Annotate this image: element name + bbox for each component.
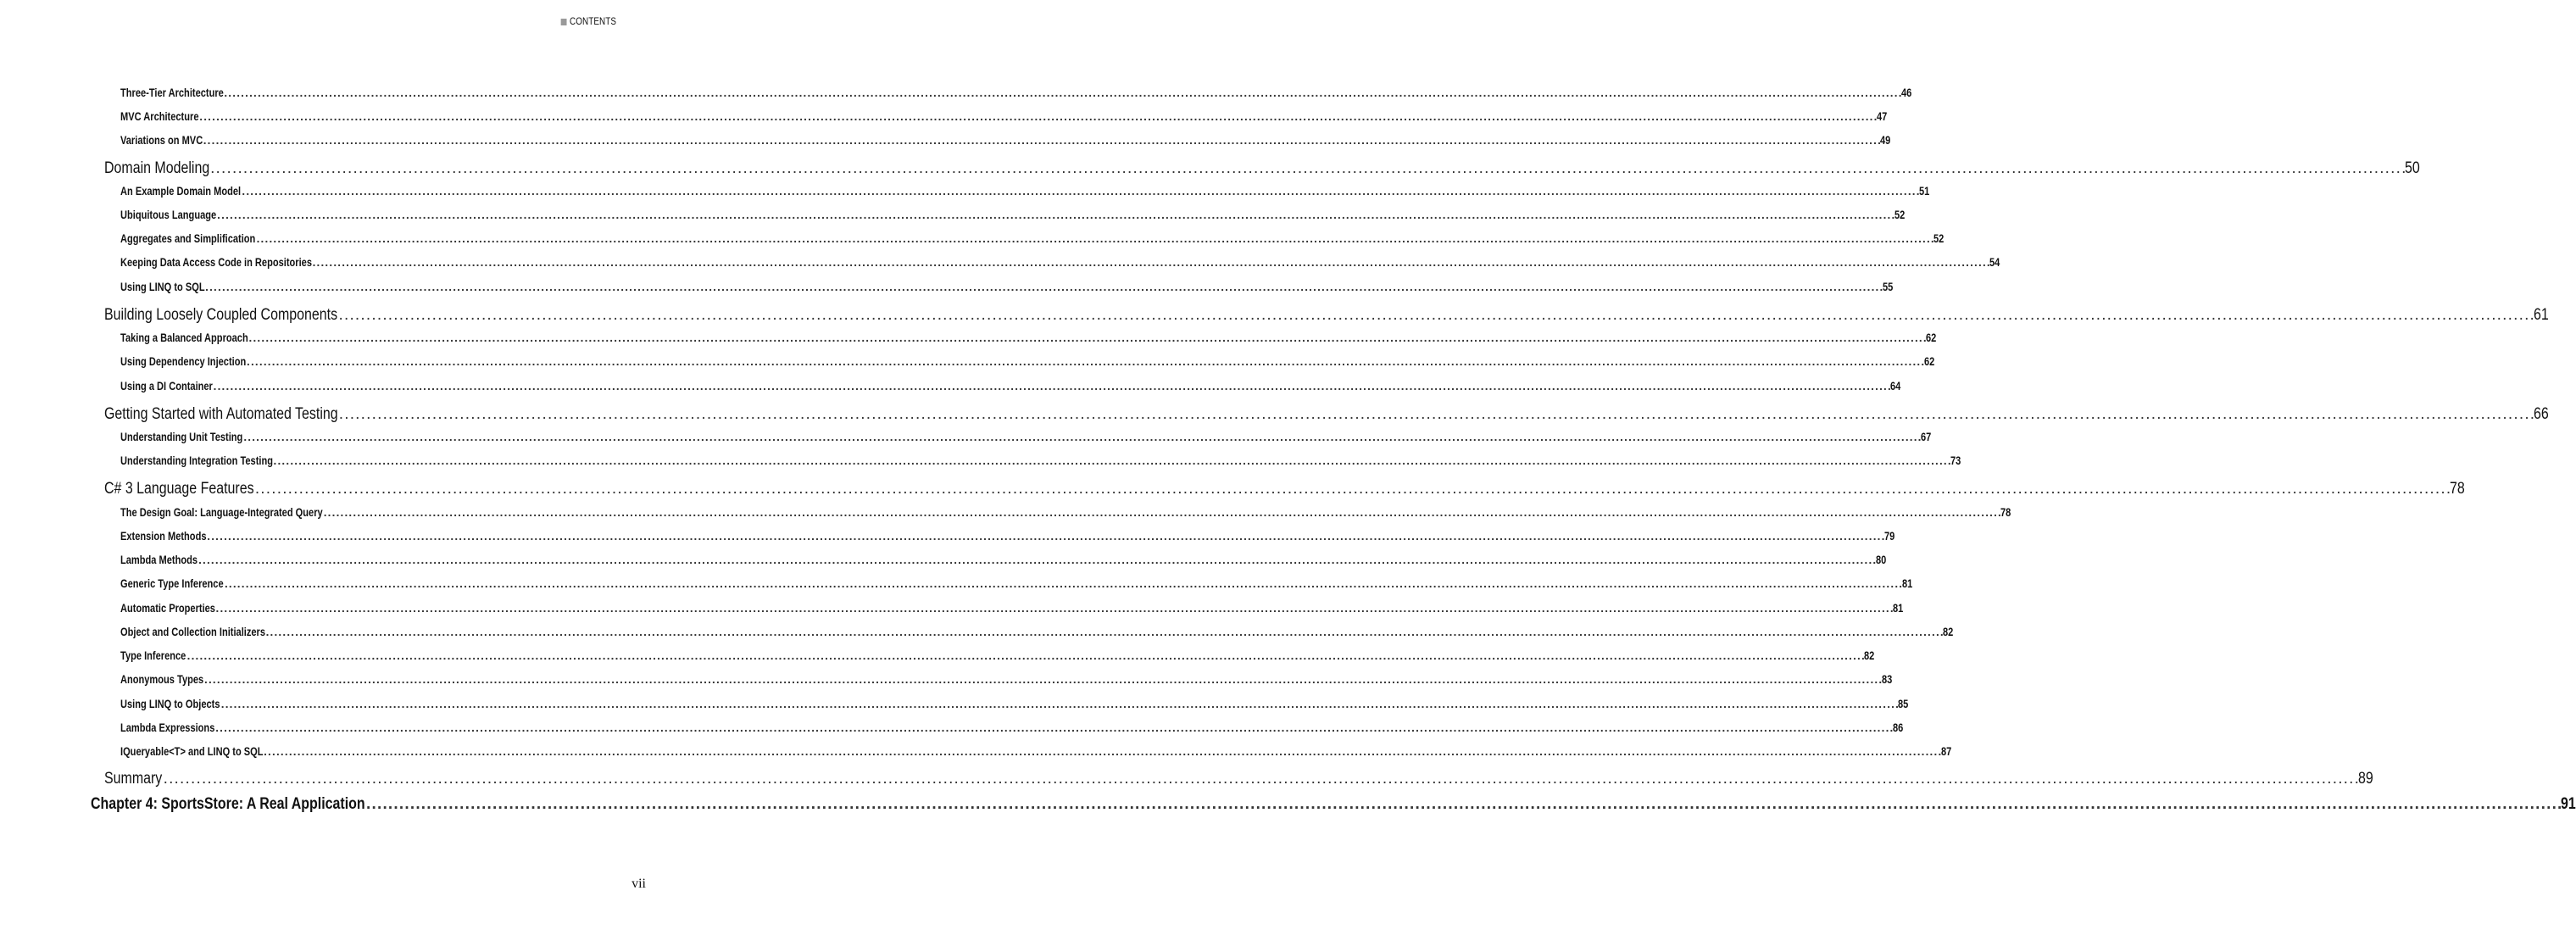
dot-leader: ................................................................................................................................................................................................................................................................................................................................................................................................................ bbox=[338, 405, 2536, 423]
dot-leader: ................................................................................................................................................................................................................................................................................................................................................................................................................ bbox=[215, 602, 1894, 615]
dot-leader: ................................................................................................................................................................................................................................................................................................................................................................................................................ bbox=[210, 159, 2407, 177]
toc-entry[interactable] bbox=[120, 602, 1904, 615]
toc-entry[interactable] bbox=[120, 86, 1912, 99]
toc-entry-title: MVC Architecture bbox=[120, 110, 199, 123]
toc-entry-title: IQueryable<T> and LINQ to SQL bbox=[120, 745, 264, 758]
toc-entry-page: 79 bbox=[1883, 530, 1895, 543]
toc-entry-page: 61 bbox=[2533, 306, 2549, 324]
dot-leader: ................................................................................................................................................................................................................................................................................................................................................................................................................ bbox=[186, 649, 1866, 662]
toc-entry-page: 83 bbox=[1881, 673, 1892, 686]
toc-entry-title: Building Loosely Coupled Components bbox=[104, 306, 338, 324]
toc-entry-title: Ubiquitous Language bbox=[120, 209, 217, 221]
toc-entry[interactable] bbox=[120, 577, 1912, 590]
toc-entry-title: Generic Type Inference bbox=[120, 577, 224, 590]
toc-entry-title: Using Dependency Injection bbox=[120, 355, 247, 368]
toc-entry-title: Anonymous Types bbox=[120, 673, 204, 686]
toc-entry-title: Using LINQ to SQL bbox=[120, 281, 205, 293]
toc-entry[interactable] bbox=[120, 454, 1961, 467]
toc-entry-page: 46 bbox=[1900, 86, 1912, 99]
dot-leader: ................................................................................................................................................................................................................................................................................................................................................................................................................ bbox=[338, 306, 2536, 324]
toc-entry-title: Aggregates and Simplification bbox=[120, 232, 256, 245]
dot-leader: ................................................................................................................................................................................................................................................................................................................................................................................................................ bbox=[366, 795, 2563, 813]
dot-leader: ................................................................................................................................................................................................................................................................................................................................................................................................................ bbox=[323, 506, 2003, 519]
toc-entry-page: 52 bbox=[1894, 209, 1906, 221]
dot-leader: ................................................................................................................................................................................................................................................................................................................................................................................................................ bbox=[242, 185, 1921, 198]
toc-entry[interactable] bbox=[104, 405, 2549, 424]
toc-entry-title: Keeping Data Access Code in Repositories bbox=[120, 256, 312, 269]
dot-leader: ................................................................................................................................................................................................................................................................................................................................................................................................................ bbox=[217, 209, 1896, 221]
dot-leader: ................................................................................................................................................................................................................................................................................................................................................................................................................ bbox=[265, 626, 1945, 638]
toc-entry[interactable] bbox=[89, 795, 2576, 814]
toc-entry-page: 80 bbox=[1875, 554, 1887, 566]
toc-entry-page: 52 bbox=[1933, 232, 1945, 245]
toc-entry[interactable] bbox=[120, 110, 1888, 123]
toc-entry[interactable] bbox=[120, 380, 1901, 392]
toc-entry[interactable] bbox=[120, 185, 1930, 198]
header-square-icon bbox=[561, 19, 567, 25]
toc-entry[interactable] bbox=[120, 281, 1894, 293]
toc-entry-page: 81 bbox=[1893, 602, 1904, 615]
toc-entry-title: Understanding Unit Testing bbox=[120, 431, 243, 443]
toc-entry[interactable] bbox=[104, 480, 2465, 498]
dot-leader: ................................................................................................................................................................................................................................................................................................................................................................................................................ bbox=[243, 431, 1922, 443]
toc-entry-page: 78 bbox=[2450, 480, 2465, 498]
toc-entry[interactable] bbox=[120, 134, 1891, 147]
toc-entry-title: An Example Domain Model bbox=[120, 185, 242, 198]
dot-leader: ................................................................................................................................................................................................................................................................................................................................................................................................................ bbox=[247, 355, 1926, 368]
dot-leader: ................................................................................................................................................................................................................................................................................................................................................................................................................ bbox=[198, 554, 1878, 566]
toc-entry-page: 73 bbox=[1950, 454, 1961, 467]
toc-entry-title: Understanding Integration Testing bbox=[120, 454, 274, 467]
toc-entry[interactable] bbox=[120, 232, 1945, 245]
toc-entry[interactable] bbox=[120, 331, 1937, 344]
dot-leader: ................................................................................................................................................................................................................................................................................................................................................................................................................ bbox=[264, 745, 1943, 758]
toc-entry[interactable] bbox=[120, 506, 2011, 519]
toc-entry-page: 67 bbox=[1920, 431, 1932, 443]
toc-entry-title: Lambda Methods bbox=[120, 554, 198, 566]
toc-entry-page: 82 bbox=[1943, 626, 1954, 638]
dot-leader: ................................................................................................................................................................................................................................................................................................................................................................................................................ bbox=[256, 232, 1935, 245]
dot-leader: ................................................................................................................................................................................................................................................................................................................................................................................................................ bbox=[273, 454, 1952, 467]
toc-entry-page: 81 bbox=[1901, 577, 1912, 590]
toc-entry[interactable] bbox=[120, 355, 1934, 368]
toc-entry[interactable] bbox=[120, 649, 1875, 662]
toc-entry[interactable] bbox=[104, 159, 2421, 178]
toc-entry-page: 51 bbox=[1919, 185, 1930, 198]
dot-leader: ................................................................................................................................................................................................................................................................................................................................................................................................................ bbox=[199, 110, 1878, 123]
toc-entry-page: 87 bbox=[1940, 745, 1952, 758]
toc-entry-title: Using a DI Container bbox=[120, 380, 213, 392]
toc-entry-page: 85 bbox=[1898, 698, 1909, 710]
toc-entry-page: 49 bbox=[1880, 134, 1891, 147]
toc-entry-page: 55 bbox=[1882, 281, 1894, 293]
toc-entry-page: 64 bbox=[1890, 380, 1901, 392]
toc-entry-title: Getting Started with Automated Testing bbox=[104, 405, 338, 423]
dot-leader: ................................................................................................................................................................................................................................................................................................................................................................................................................ bbox=[224, 577, 1904, 590]
toc-entry-title: Domain Modeling bbox=[104, 159, 210, 177]
toc-entry-title: C# 3 Language Features bbox=[104, 480, 254, 498]
dot-leader: ................................................................................................................................................................................................................................................................................................................................................................................................................ bbox=[220, 698, 1900, 710]
toc-entry[interactable] bbox=[120, 673, 1892, 686]
toc-entry-title: Automatic Properties bbox=[120, 602, 215, 615]
toc-entry-title: Chapter 4: SportsStore: A Real Application bbox=[91, 795, 365, 813]
toc-entry-page: 54 bbox=[1989, 256, 2000, 269]
toc-entry-title: Object and Collection Initializers bbox=[120, 626, 266, 638]
dot-leader: ................................................................................................................................................................................................................................................................................................................................................................................................................ bbox=[213, 380, 1892, 392]
dot-leader: ................................................................................................................................................................................................................................................................................................................................................................................................................ bbox=[207, 530, 1886, 543]
toc-entry[interactable] bbox=[120, 698, 1909, 710]
toc-entry-title: Using LINQ to Objects bbox=[120, 698, 220, 710]
toc-entry-title: Type Inference bbox=[120, 649, 186, 662]
toc-entry-title: Summary bbox=[104, 770, 163, 788]
toc-entry[interactable] bbox=[120, 431, 1932, 443]
toc-entry-page: 78 bbox=[2000, 506, 2011, 519]
toc-entry-page: 50 bbox=[2405, 159, 2421, 177]
toc-entry-title: Variations on MVC bbox=[120, 134, 203, 147]
dot-leader: ................................................................................................................................................................................................................................................................................................................................................................................................................ bbox=[215, 721, 1894, 734]
dot-leader: ................................................................................................................................................................................................................................................................................................................................................................................................................ bbox=[204, 673, 1883, 686]
toc-entry[interactable] bbox=[104, 770, 2373, 788]
dot-leader: ................................................................................................................................................................................................................................................................................................................................................................................................................ bbox=[312, 256, 1991, 269]
toc-entry-page: 47 bbox=[1876, 110, 1888, 123]
toc-entry-page: 66 bbox=[2534, 405, 2549, 423]
toc-entry[interactable] bbox=[104, 306, 2549, 325]
running-title: CONTENTS bbox=[569, 17, 616, 27]
toc-entry[interactable] bbox=[120, 626, 1954, 638]
toc-entry-page: 86 bbox=[1892, 721, 1904, 734]
running-header bbox=[561, 17, 616, 27]
toc-entry-title: Extension Methods bbox=[120, 530, 207, 543]
toc-entry[interactable] bbox=[120, 721, 1904, 734]
toc-entry-title: The Design Goal: Language-Integrated Query bbox=[120, 506, 323, 519]
toc-entry[interactable] bbox=[120, 554, 1887, 566]
toc-entry-page: 91 bbox=[2561, 795, 2576, 813]
dot-leader: ................................................................................................................................................................................................................................................................................................................................................................................................................ bbox=[205, 281, 1884, 293]
dot-leader: ................................................................................................................................................................................................................................................................................................................................................................................................................ bbox=[163, 770, 2361, 788]
toc-entry[interactable] bbox=[120, 209, 1906, 221]
dot-leader: ................................................................................................................................................................................................................................................................................................................................................................................................................ bbox=[254, 480, 2452, 498]
toc-entry-page: 89 bbox=[2357, 770, 2373, 788]
toc-entry-title: Taking a Balanced Approach bbox=[120, 331, 248, 344]
page-number: vii bbox=[631, 877, 646, 891]
toc-entry-page: 62 bbox=[1923, 355, 1934, 368]
toc-entry[interactable] bbox=[120, 256, 2000, 269]
toc-entry[interactable] bbox=[120, 745, 1952, 758]
toc-entry-page: 62 bbox=[1926, 331, 1937, 344]
toc-entry[interactable] bbox=[120, 530, 1895, 543]
toc-entry-page: 82 bbox=[1864, 649, 1875, 662]
dot-leader: ................................................................................................................................................................................................................................................................................................................................................................................................................ bbox=[224, 86, 1903, 99]
toc-entry-title: Three-Tier Architecture bbox=[120, 86, 224, 99]
dot-leader: ................................................................................................................................................................................................................................................................................................................................................................................................................ bbox=[203, 134, 1883, 147]
dot-leader: ................................................................................................................................................................................................................................................................................................................................................................................................................ bbox=[248, 331, 1928, 344]
toc-entry-title: Lambda Expressions bbox=[120, 721, 215, 734]
